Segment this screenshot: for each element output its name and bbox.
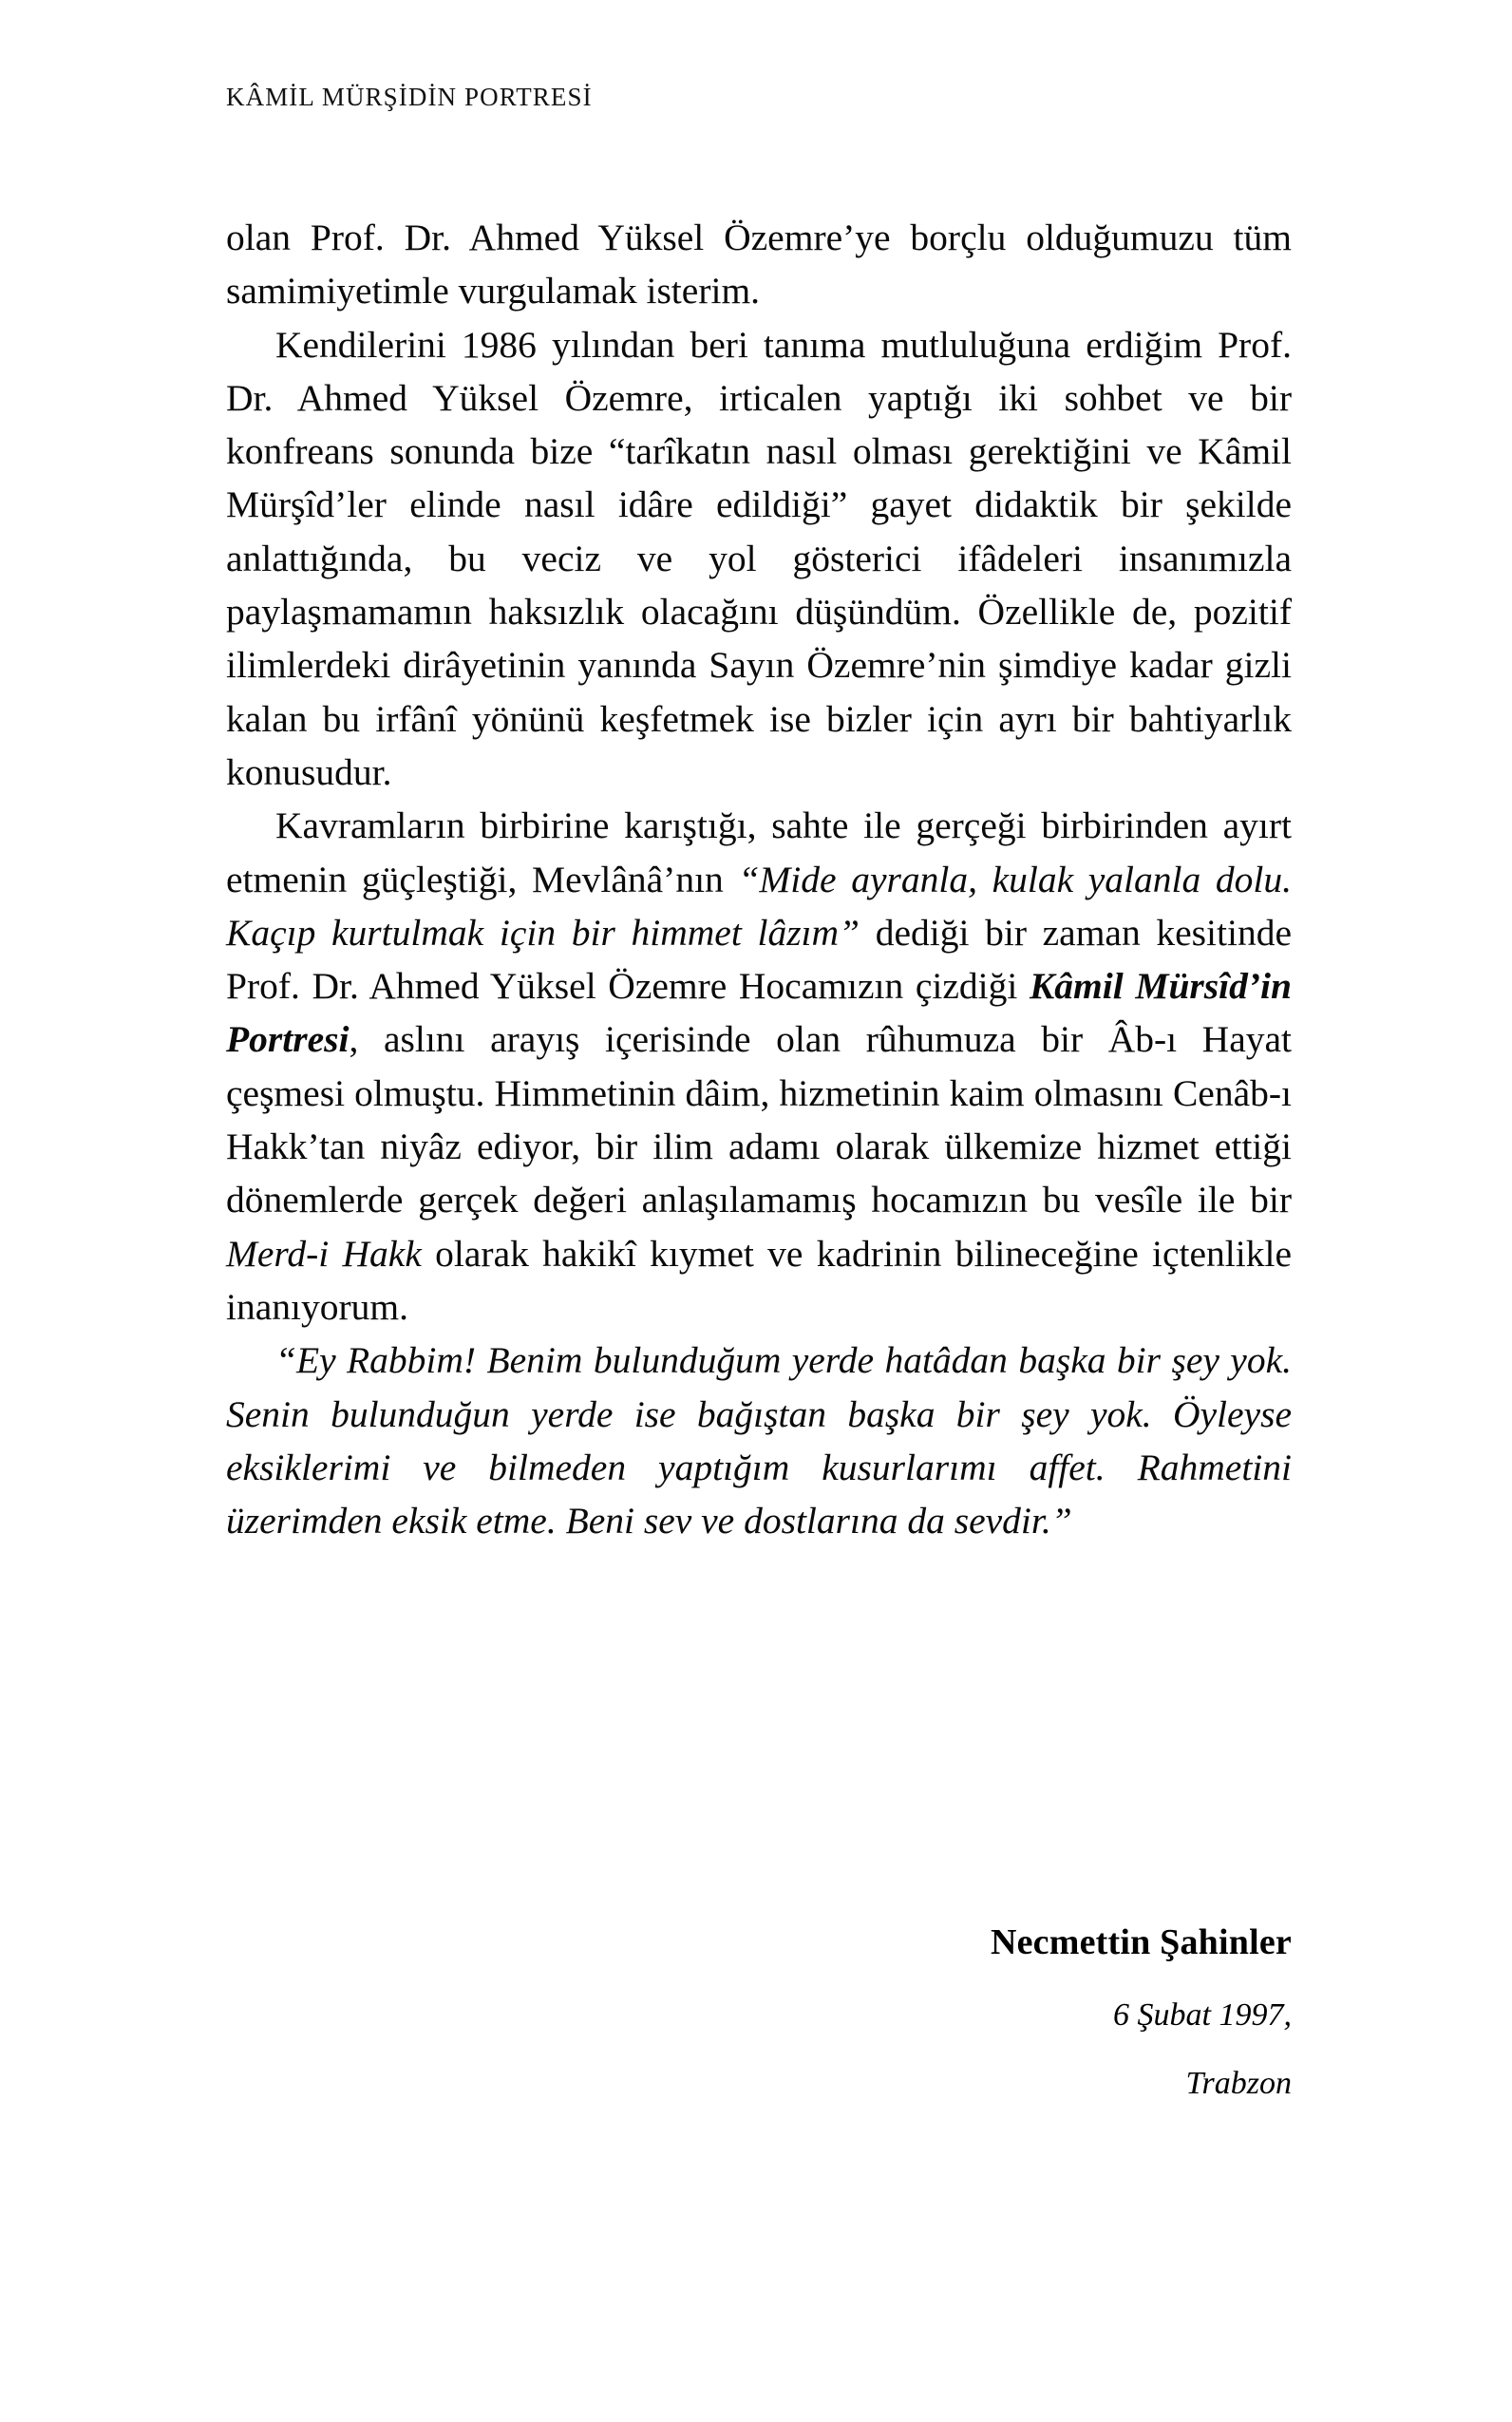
book-title-bold-italic: Kâmil Mürsîd’in Portresi — [226, 965, 1292, 1061]
paragraph-tribute-run-1: Kavramların birbirine karıştığı, sahte ile gerçeği birbirinden ayırt etmenin güçleştiği, Mevlânâ’nın — [226, 804, 1292, 900]
signature-date: 6 Şubat 1997, — [1113, 1996, 1292, 2033]
paragraph-tribute — [226, 799, 1292, 1334]
paragraph-closing-prayer: “Ey Rabbim! Benim bulunduğum yerde hatâdan başka bir şey yok. Senin bulunduğun yerde ise bağıştan başka bir şey yok. Öyleyse eksiklerimi ve bilmeden yaptığım kusurlarımı affet. Rahmetini üzerimden eksik etme. Beni sev ve dostlarına da sevdir.” — [226, 1339, 1292, 1542]
signature-name: Necmettin Şahinler — [990, 1922, 1292, 1962]
paragraph-tribute-run-3: , aslını arayış içerisinde olan rûhumuza bir Âb-ı Hayat çeşmesi olmuştu. Himmetinin dâim, hizmetinin kaim olmasını Cenâb-ı Hakk’tan niyâz ediyor, bir ilim adamı olarak ülkemize hizmet ettiği dönemlerde gerçek değeri anlaşılamamış hocamızın bu vesîle ile bir — [226, 1018, 1292, 1221]
mevlana-quote-italic: “Mide ayranla, kulak yalanla dolu. Kaçıp kurtulmak için bir himmet lâzım” — [226, 858, 1292, 954]
paragraph-tribute-run-4: olarak hakikî kıymet ve kadrinin bilineceğine içtenlikle inanıyorum. — [226, 1232, 1292, 1328]
signature-block — [226, 1921, 1292, 2105]
paragraph-tribute-run-2: dediği bir zaman kesitinde Prof. Dr. Ahmed Yüksel Özemre Hocamızın çizdiği — [226, 911, 1292, 1008]
running-head: KÂMİL MÜRŞİDİN PORTRESİ — [226, 83, 593, 111]
merd-i-hakk-italic: Merd-i Hakk — [226, 1232, 422, 1275]
paragraph-acquaintance: Kendilerini 1986 yılından beri tanıma mutluluğuna erdiğim Prof. Dr. Ahmed Yüksel Özemre, irticalen yaptığı iki sohbet ve bir konfreans sonunda bize “tarîkatın nasıl olması gerektiğini ve Kâmil Mürşîd’ler elinde nasıl idâre edildiği” gayet didaktik bir şekilde anlattığında, bu veciz ve yol gösterici ifâdeleri insanımızla paylaşmamamın haksızlık olacağını düşündüm. Özellikle de, pozitif ilimlerdeki dirâyetinin yanında Sayın Özemre’nin şimdiye kadar gizli kalan bu irfânî yönünü keşfetmek ise bizler için ayrı bir bahtiyarlık konusudur. — [226, 323, 1292, 793]
body-text-block — [226, 211, 1292, 1547]
paragraph-continuation: olan Prof. Dr. Ahmed Yüksel Özemre’ye borçlu olduğumuzu tüm samimiyetimle vurgulamak isterim. — [226, 217, 1292, 312]
signature-place: Trabzon — [1185, 2065, 1292, 2101]
